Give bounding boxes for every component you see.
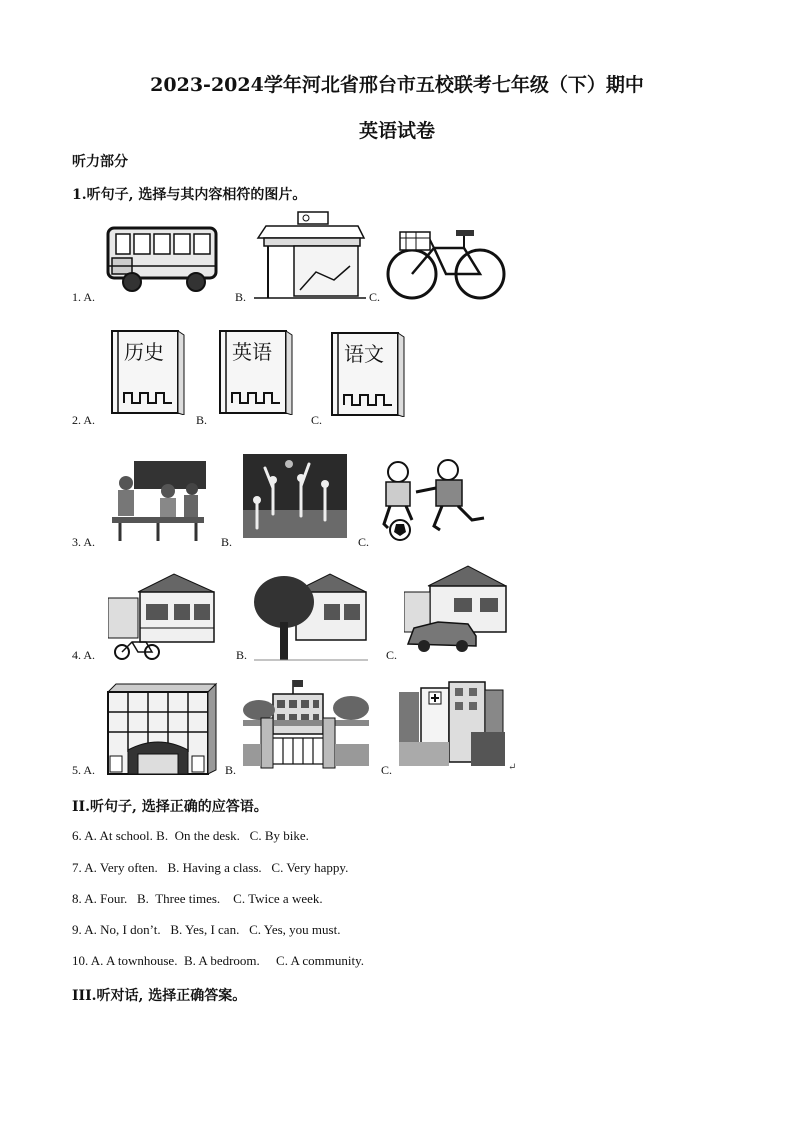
house-with-bike-icon	[108, 570, 216, 662]
shopping-mall-icon	[104, 682, 220, 776]
history-book-icon	[110, 329, 186, 415]
bus-station-icon	[254, 210, 366, 302]
question-number: 5. A.	[72, 763, 96, 777]
option-letter: C.	[369, 290, 381, 304]
house-with-tree-icon	[254, 572, 368, 662]
question-number: 4. A.	[72, 648, 96, 662]
question-number: 2. A.	[72, 413, 96, 427]
question-9: 9. A. No, I don’t. B. Yes, I can. C. Yes, you must.	[72, 922, 341, 937]
section-part2-heading: II.听句子, 选择正确的应答语。	[72, 799, 268, 815]
book-title-text: 语文	[344, 342, 384, 366]
soccer-icon	[376, 458, 490, 544]
school-gate-icon	[243, 678, 369, 770]
paragraph-mark-icon: ↵	[508, 762, 517, 773]
question-8: 8. A. Four. B. Three times. C. Twice a week.	[72, 891, 323, 906]
option-letter: C.	[381, 763, 393, 777]
option-letter: C.	[311, 413, 323, 427]
section-listening: 听力部分	[72, 154, 128, 170]
exam-title: 2023-2024学年河北省邢台市五校联考七年级（下）期中	[150, 74, 644, 96]
option-letter: B.	[235, 290, 247, 304]
question-7: 7. A. Very often. B. Having a class. C. Very happy.	[72, 860, 349, 875]
hospital-icon	[399, 676, 507, 768]
option-letter: B.	[221, 535, 233, 549]
option-letter: B.	[236, 648, 248, 662]
option-letter: C.	[358, 535, 370, 549]
question-10: 10. A. A townhouse. B. A bedroom. C. A community.	[72, 953, 365, 968]
section-part3-heading: III.听对话, 选择正确答案。	[72, 988, 247, 1004]
basketball-icon	[243, 454, 347, 538]
bus-icon	[104, 222, 222, 294]
classroom-icon	[108, 461, 208, 543]
house-with-car-icon	[404, 562, 508, 656]
book-title-text: 英语	[232, 340, 272, 364]
question-number: 1. A.	[72, 290, 96, 304]
english-book-icon	[218, 329, 294, 415]
chinese-book-icon	[330, 331, 406, 417]
question-6: 6. A. At school. B. On the desk. C. By bike.	[72, 828, 309, 843]
book-title-text: 历史	[124, 340, 164, 364]
option-letter: B.	[196, 413, 208, 427]
question-number: 3. A.	[72, 535, 96, 549]
section-part1-heading: 1.听句子, 选择与其内容相符的图片。	[72, 187, 307, 203]
option-letter: C.	[386, 648, 398, 662]
exam-subtitle: 英语试卷	[358, 120, 435, 142]
bicycle-icon	[386, 218, 506, 302]
option-letter: B.	[225, 763, 237, 777]
